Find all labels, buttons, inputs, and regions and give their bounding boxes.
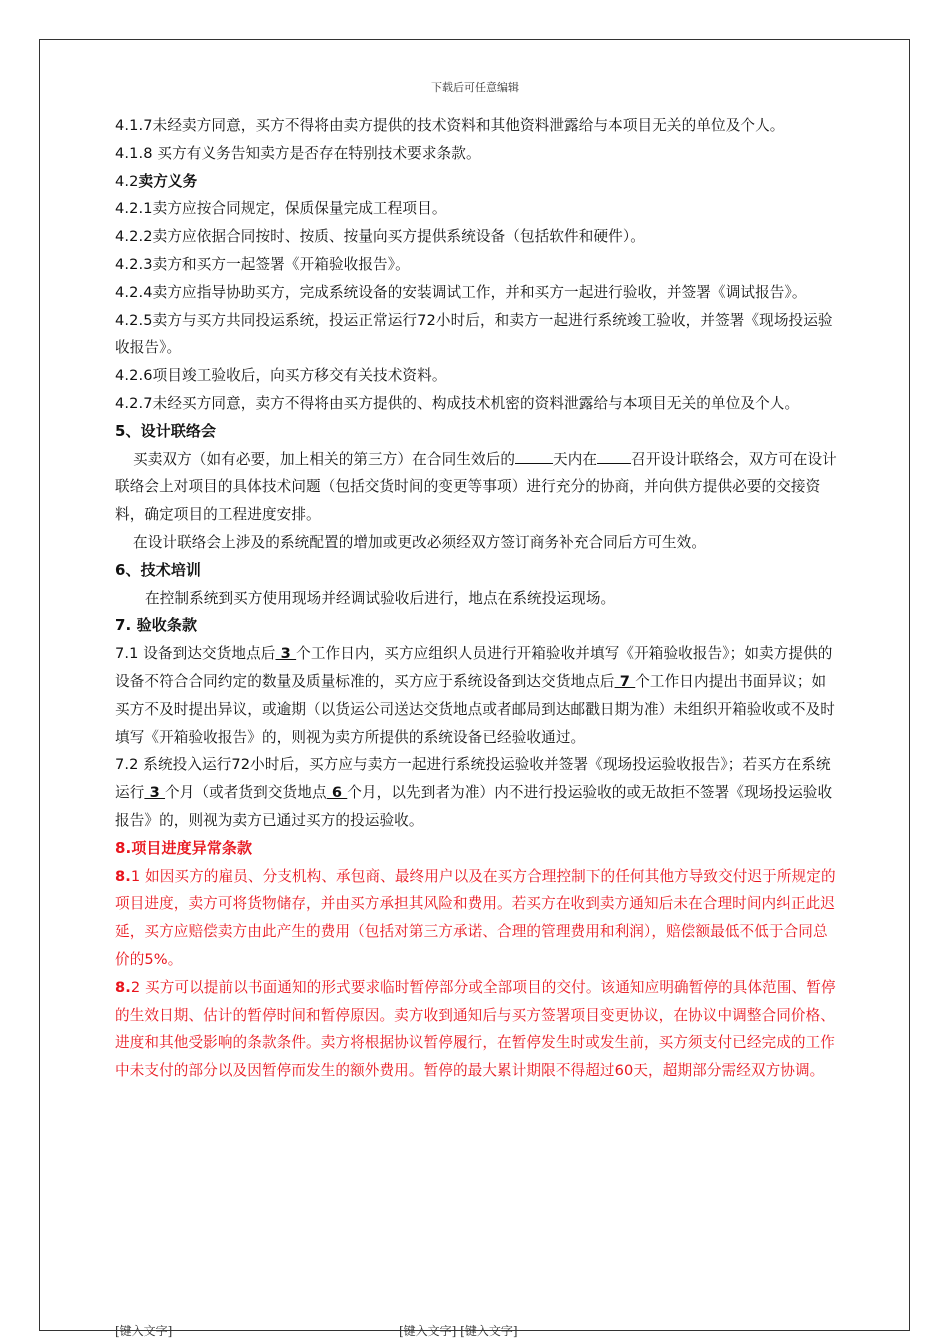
clause-7-1-text-3: 个工作日内提出书面异议；如买方不及时提出异议，或逾期（以货运公司送达交货地点或者邮局到达邮戳日期为准）未组织开箱验收或不及时填写《开箱验收报告》的，则视为卖方所提供的系统设备已经验收通过。 [115,672,835,746]
clause-7-1-text-1: 7.1 设备到达交货地点后 [115,645,276,663]
section-5-text-1: 买卖双方（如有必要，加上相关的第三方）在合同生效后的 [133,450,516,468]
section-5-paragraph-1 [115,446,837,529]
footer-center-placeholder: [键入文字] [键入文字] [399,1324,518,1338]
clause-4-1-8: 4.1.8 买方有义务告知卖方是否存在特别技术要求条款。 [115,144,481,162]
clause-8-2-text: 2 买方可以提前以书面通知的形式要求临时暂停部分或全部项目的交付。该通知应明确暂停的具体范围、暂停的生效日期、估计的暂停时间和暂停原因。卖方收到通知后与买方签署项目变更协议，在协议中调整合同价格、进度和其他受影响的条款条件。卖方将根据协议暂停履行，在暂停发生时或发生前，买方须支付已经完成的工作中未支付的部分以及因暂停而发生的额外费用。暂停的最大累计期限不得超过60天，超期部分需经双方协调。 [115,978,836,1080]
clause-4-2-6: 4.2.6项目竣工验收后，向买方移交有关技术资料。 [115,367,447,385]
section-5-heading: 5、设计联络会 [115,421,217,440]
days-blank [515,462,553,464]
section-4-2-number: 4.2 [115,172,139,190]
clause-7-1-text-2: 个工作日内，买方应组织人员进行开箱验收并填写《开箱验收报告》；如卖方提供的设备不符合合同约定的数量及质量标准的，买方应于系统设备到达交货地点后 [115,645,833,690]
section-5-paragraph-2: 在设计联络会上涉及的系统配置的增加或更改必须经双方签订商务补充合同后方可生效。 [133,533,707,551]
section-6-paragraph: 在控制系统到买方使用现场并经调试验收后进行，地点在系统投运现场。 [145,589,616,607]
clause-8-2 [115,974,837,1085]
section-6-heading: 6、技术培训 [115,560,202,579]
clause-4-2-5: 4.2.5卖方与买方共同投运系统，投运正常运行72小时后，和卖方一起进行系统竣工验收，并签署《现场投运验收报告》。 [115,311,833,357]
open-box-days-value: 3 [275,645,297,663]
clause-8-1-text: 1 如因买方的雇员、分支机构、承包商、最终用户以及在买方合理控制下的任何其他方导致交付迟于所规定的项目进度，卖方可将货物储存，并由买方承担其风险和费用。若买方在收到卖方通知后未在合理时间内纠正此迟延，买方应赔偿卖方由此产生的费用（包括对第三方承诺、合理的管理费用和利润），赔偿额最低不低于合同总价的5%。 [115,867,836,968]
clause-7-1 [115,640,837,751]
section-4-2-heading [115,168,837,196]
clause-4-2-4: 4.2.4卖方应指导协助买方，完成系统设备的安装调试工作，并和买方一起进行验收，并签署《调试报告》。 [115,283,807,301]
clause-4-2-3: 4.2.3卖方和买方一起签署《开箱验收报告》。 [115,255,410,273]
delivery-months-value: 6 [326,784,348,802]
location-blank [597,462,631,464]
section-7-heading: 7. 验收条款 [115,616,198,635]
section-5-text-2: 天内在 [553,450,598,468]
clause-4-1-7: 4.1.7未经卖方同意，买方不得将由卖方提供的技术资料和其他资料泄露给与本项目无关的单位及个人。 [115,117,785,134]
document-body [115,112,837,1085]
clause-7-2-text-3: 个月，以先到者为准）内不进行投运验收的或无故拒不签署《现场投运验收报告》的，则视为卖方已通过买方的投运验收。 [115,784,833,829]
section-5-text-3: 召开设计联络会，双方可在设计联络会上对项目的具体技术问题（包括交货时间的变更等事项）进行充分的协商，并向供方提供必要的交接资料，确定项目的工程进度安排。 [115,450,837,524]
clause-8-1 [115,863,837,974]
clause-7-2-text-2: 个月（或者货到交货地点 [165,784,327,802]
footer-left-placeholder: [键入文字] [115,1324,173,1338]
clause-8-1-number: 8. [115,867,131,885]
clause-4-2-1: 4.2.1卖方应按合同规定，保质保量完成工程项目。 [115,200,447,218]
run-months-value: 3 [144,784,166,802]
section-4-2-title: 卖方义务 [138,172,198,190]
page-header: 下载后可任意编辑 [431,81,519,94]
clause-7-2 [115,751,837,834]
clause-7-2-text-1: 7.2 系统投入运行72小时后，买方应与卖方一起进行系统投运验收并签署《现场投运验收报告》；若买方在系统运行 [115,756,831,802]
clause-4-2-7: 4.2.7未经买方同意，卖方不得将由买方提供的、构成技术机密的资料泄露给与本项目无关的单位及个人。 [115,394,800,412]
section-8-heading: 8.项目进度异常条款 [115,838,253,857]
objection-days-value: 7 [614,672,636,690]
clause-8-2-number: 8. [115,978,131,996]
clause-4-2-2: 4.2.2卖方应依据合同按时、按质、按量向买方提供系统设备（包括软件和硬件）。 [115,228,645,246]
